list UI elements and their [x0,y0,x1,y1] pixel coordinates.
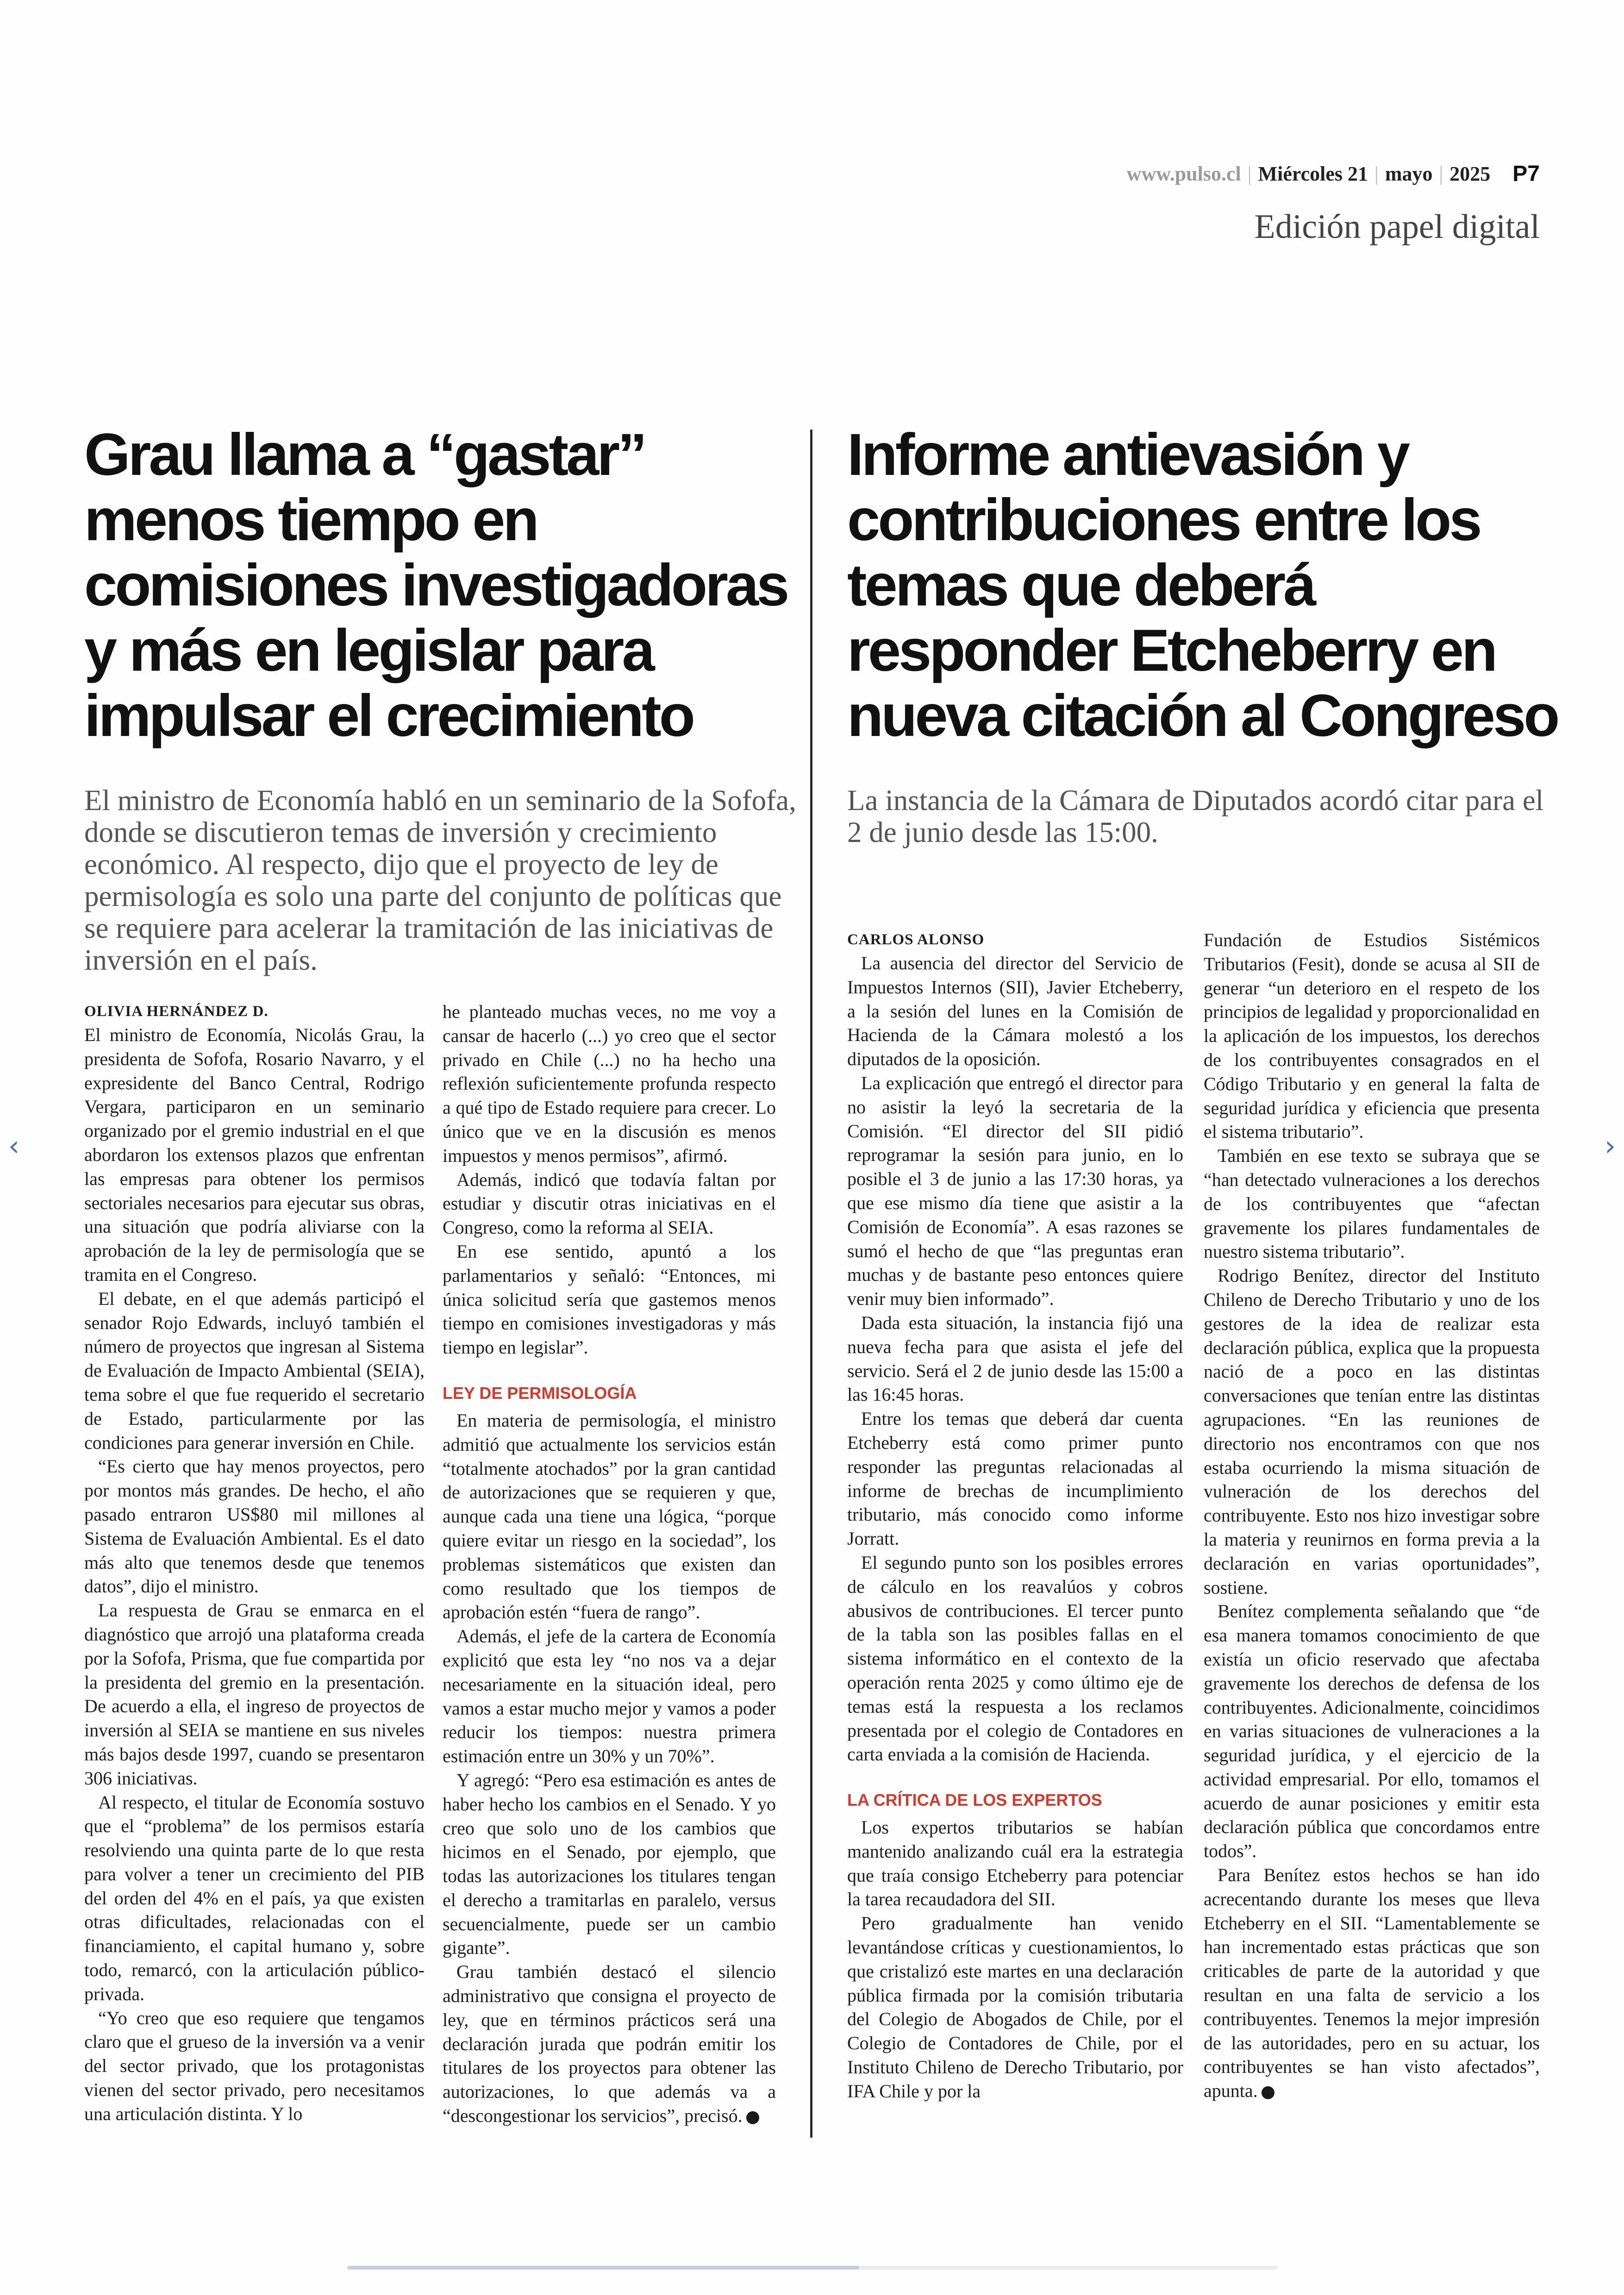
separator: | [1247,162,1252,185]
separator: | [1439,162,1443,185]
paragraph: Y agregó: “Pero esa estimación es antes de haber hecho los cambios en el Senado. Y yo creo que solo uno de los cambios que hicimos en el Senado, por ejemplo, que todas las autorizaciones los titulares tengan el derecho a tramitarlas en paralelo, versus secuencialmente, puede ser un cambio gigante”. [443,1769,776,1958]
date-year: 2025 [1449,162,1491,185]
article1-headline: Grau llama a “gastar” menos tiempo en comisiones investigadoras y más en legislar para impulsar el crecimiento [84,422,787,749]
article2-column-2 [1204,928,1540,2103]
paragraph: “Es cierto que hay menos proyectos, pero por montos más grandes. De hecho, el año pasado entraron US$80 mil millones al Sistema de Evaluación Ambiental. Es el dato más alto que tenemos desde que tenemos datos”, dijo el ministro. [84,1456,425,1597]
paragraph: En ese sentido, apuntó a los parlamentarios y señaló: “Entonces, mi única solicitud sería que gastemos menos tiempo en comisiones investigadoras y más tiempo en legislar”. [443,1241,776,1358]
chevron-left-icon[interactable]: ‹ [8,1130,19,1162]
paragraph: Pero gradualmente han venido levantándose críticas y cuestionamientos, lo que cristalizó este martes en una declaración pública firmada por la comisión tributaria del Colegio de Abogados de Chile, por el Colegio de Contadores de Chile, por el Instituto Chileno de Derecho Tributario, por IFA Chile y por la [847,1913,1183,2102]
article1-author: OLIVIA HERNÁNDEZ D. [84,1003,269,1020]
article1-deck: El ministro de Economía habló en un seminario de la Sofofa, donde se discutieron temas de inversión y crecimiento económico. Al respecto, dijo que el proyecto de ley de permisología es solo una parte del conjunto de políticas que se requiere para acelerar la tramitación de las iniciativas de inversión en el país. [84,784,796,976]
article1-subhead: LEY DE PERMISOLOGÍA [443,1383,637,1403]
paragraph: Además, el jefe de la cartera de Economía explicitó que esta ley “no nos va a dejar necesariamente en la situación ideal, pero vamos a estar mucho mejor y vamos a poder reducir los tiempos: nuestra primera estimación entre un 30% y un 70%”. [443,1626,776,1767]
site-url: www.pulso.cl [1126,162,1241,185]
date-month: mayo [1385,162,1433,185]
article2-deck: La instancia de la Cámara de Diputados acordó citar para el 2 de junio desde las 15:00. [847,784,1544,848]
chevron-right-icon[interactable]: › [1605,1130,1616,1162]
separator: | [1374,162,1379,185]
paragraph: Benítez complementa señalando que “de esa manera tomamos conocimiento de que existía un oficio reservado que afectaba gravemente los derechos de defensa de los contribuyentes. Adicionalmente, coincidimos en varias situaciones de vulneraciones a la seguridad jurídica, y el ejercicio de la actividad empresarial. Por ello, tomamos el acuerdo de aunar posiciones y emitir esta declaración pública que concordamos entre todos”. [1204,1601,1540,1862]
article2-subhead: LA CRÍTICA DE LOS EXPERTOS [847,1790,1102,1810]
paragraph: En materia de permisología, el ministro admitió que actualmente los servicios están “totalmente atochados” por la gran cantidad de autorizaciones que se requieren y que, aunque cada una tiene una lógica, “porque quiere evitar un riesgo en la sociedad”, los problemas sistemáticos que existen dan como resultado que los tiempos de aprobación estén “fuera de rango”. [443,1409,776,1623]
paragraph: Rodrigo Benítez, director del Instituto Chileno de Derecho Tributario y uno de los gestores de la idea de realizar esta declaración pública, explica que la propuesta nació de a poco en las distintas conversaciones que tenían entre las distintas agrupaciones. “En las reuniones de directorio nos encontramos con que nos estaba ocurriendo la misma situación de vulneración de los derechos del contribuyente. Esto nos hizo investigar sobre la materia y reunirnos en forma previa a la declaración en varias oportunidades”, sostiene. [1204,1265,1540,1598]
edition-label: Edición papel digital [1254,208,1540,246]
paragraph: “Yo creo que eso requiere que tengamos claro que el grueso de la inversión va a venir del sector privado, que los protagonistas vienen del sector privado, pero necesitamos una articulación distinta. Y lo [84,2007,425,2124]
paragraph: Entre los temas que deberá dar cuenta Etcheberry está como primer punto responder las preguntas relacionadas al informe de brechas de incumplimiento tributario, más conocido como informe Jorratt. [847,1408,1183,1549]
article1-column-2 [443,1000,776,2128]
paragraph: Fundación de Estudios Sistémicos Tributarios (Fesit), donde se acusa al SII de generar “un deterioro en el respeto de los principios de legalidad y proporcionalidad en la aplicación de los impuestos, los derechos de los contribuyentes consagrados en el Código Tributario y en general la falta de seguridad jurídica y eficiencia que presenta el sistema tributario”. [1204,929,1540,1142]
paragraph: La ausencia del director del Servicio de Impuestos Internos (SII), Javier Etcheberry, a la sesión del lunes en la Comisión de Hacienda de la Cámara molestó a los diputados de la oposición. [847,953,1183,1070]
paragraph: El debate, en el que además participó el senador Rojo Edwards, incluyó también el número de proyectos que ingresan al Sistema de Evaluación de Impacto Ambiental (SEIA), tema sobre el que fue requerido el secretario de Estado, particularmente por las condiciones para generar inversión en Chile. [84,1288,425,1453]
paragraph: También en ese texto se subraya que se “han detectado vulneraciones a los derechos de los contribuyentes que “afectan gravemente los pilares fundamentales de nuestro sistema tributario”. [1204,1145,1540,1262]
paragraph [443,1960,776,2128]
article2-headline: Informe antievasión y contribuciones entre los temas que deberá responder Etcheberry en nueva citación al Congreso [847,422,1558,749]
paragraph: he planteado muchas veces, no me voy a cansar de hacerlo (...) yo creo que el sector privado en Chile (...) no ha hecho una reflexión suficientemente profunda respecto a qué tipo de Estado requiere para crecer. Lo único que ve en la discusión es menos impuestos y menos permisos”, afirmó. [443,1001,776,1166]
paragraph: Además, indicó que todavía faltan por estudiar y discutir otras iniciativas en el Congreso, como la reforma al SEIA. [443,1169,776,1238]
article2-column-1 [847,928,1183,2103]
article1-column-1 [84,1000,425,2126]
column-divider [810,430,812,2138]
paragraph: El ministro de Economía, Nicolás Grau, la presidenta de Sofofa, Rosario Navarro, y el expresidente del Banco Central, Rodrigo Vergara, participaron en un seminario organizado por el gremio industrial en el que abordaron los extensos plazos que enfrentan las empresas para obtener los permisos sectoriales necesarios para ejecutar sus obras, una situación que podría aliviarse con la aprobación de la ley de permisología que se tramita en el Congreso. [84,1024,425,1285]
paragraph: Dada esta situación, la instancia fijó una nueva fecha para que asista el jefe del servicio. Será el 2 de junio desde las 15:00 a las 16:45 horas. [847,1312,1183,1405]
paragraph: La explicación que entregó el director para no asistir la leyó la secretaria de la Comisión. “El director del SII pidió reprogramar la sesión para junio, en lo posible el 3 de junio a las 17:30 horas, ya que ese mismo día tiene que asistir a la Comisión de Economía”. A esas razones se sumó el hecho de que “las preguntas eran muchas y de bastante peso entonces quiere venir muy bien informado”. [847,1072,1183,1310]
page-header [1127,160,1540,187]
end-mark-icon [1262,2086,1274,2099]
end-mark-icon [746,2111,759,2124]
page-number: P7 [1512,161,1540,186]
scrollbar-thumb[interactable] [347,2266,859,2270]
date-day: Miércoles 21 [1258,162,1368,185]
paragraph: La respuesta de Grau se enmarca en el diagnóstico que arrojó una plataforma creada por la Sofofa, Prisma, que fue compartida por la presidenta del gremio en la presentación. De acuerdo a ella, el ingreso de proyectos de inversión al SEIA se mantiene en sus niveles más bajos desde 1997, cuando se presentaron 306 iniciativas. [84,1600,425,1789]
paragraph: Los expertos tributarios se habían mantenido analizando cuál era la estrategia que traía consigo Etcheberry para potenciar la tarea recaudadora del SII. [847,1817,1183,1910]
article2-author: CARLOS ALONSO [847,931,985,948]
paragraph-text: Para Benítez estos hechos se han ido acrecentando durante los meses que lleva Etcheberry en el SII. “Lamentablemente se han incrementado estas prácticas que son criticables de parte de la autoridad y que resultan en una falta de servicio a los contribuyentes. Tenemos la mejor impresión de las autoridades, pero en su actuar, los contribuyentes se han visto afectados”, apunta. [1204,1865,1540,2102]
paragraph [1204,1863,1540,2103]
paragraph-text: Grau también destacó el silencio administrativo que consigna el proyecto de ley, que en términos prácticos será una declaración jurada que podrán emitir los titulares de los proyectos para obtener las autorizaciones, lo que además va a “descongestionar los servicios”, precisó. [443,1961,776,2127]
paragraph: El segundo punto son los posibles errores de cálculo en los reavalúos y cobros abusivos de contribuciones. El tercer punto de la tabla son las posibles fallas en el sistema informático en el contexto de la operación renta 2025 y como último eje de temas está la respuesta a los reclamos presentada por el colegio de Contadores en carta enviada a la comisión de Hacienda. [847,1552,1183,1765]
paragraph: Al respecto, el titular de Economía sostuvo que el “problema” de los permisos estaría resolviendo una quinta parte de lo que resta para volver a tener un crecimiento del PIB del orden del 4% en el país, ya que existen otras dificultades, relacionadas con el financiamiento, el capital humano y, sobre todo, remarcó, con la articulación público-privada. [84,1791,425,2004]
